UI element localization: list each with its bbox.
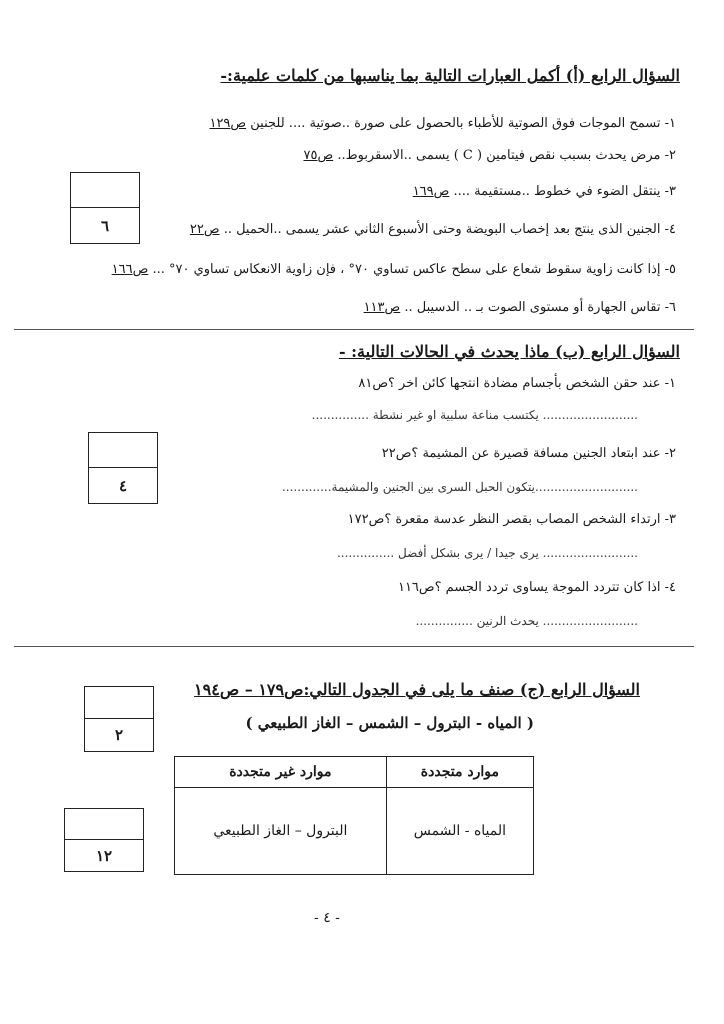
section-a-title: السؤال الرابع (أ) أكمل العبارات التالية بما يناسبها من كلمات علمية:- (220, 66, 680, 85)
total-score-value: ١٢ (95, 846, 113, 865)
page-ref: ص١١٣ (363, 300, 401, 315)
page-ref: ص٧٥ (303, 148, 334, 163)
section-c-score-box (84, 686, 154, 752)
section-b-title: السؤال الرابع (ب) ماذا يحدث في الحالات التالية: - (338, 342, 680, 361)
section-b-question-2: ٢- عند ابتعاد الجنين مسافة قصيرة عن المشيمة ؟ص٢٢ (381, 446, 676, 461)
section-b-question-3: ٣- ارتداء الشخص المصاب بقصر النظر عدسة مقعرة ؟ص١٧٢ (347, 512, 676, 527)
page-ref: ص١٢٩ (209, 116, 247, 131)
section-b-answer-2: ...........................يتكون الحبل السرى بين الجنين والمشيمة............. (281, 480, 638, 494)
section-b-answer-1: ......................... يكتسب مناعة سلبية او غير نشطة ............... (311, 408, 638, 422)
score-value: ٢ (114, 726, 124, 744)
item-text: ١- تسمح الموجات فوق الصوتية للأطباء بالحصول على صورة ..صوتية .... للجنين (250, 116, 676, 131)
item-text: ٥- إذا كانت زاوية سقوط شعاع على سطح عاكس تساوي ٧٠° ، فإن زاوية الانعكاس تساوي ٧٠° ... (152, 262, 676, 277)
section-a-item-1 (209, 116, 676, 131)
page-ref: ص١٦٦ (111, 262, 149, 277)
score-value: ٤ (118, 476, 128, 495)
score-blank (89, 433, 157, 468)
page-ref: ص٢٢ (189, 222, 220, 237)
divider (14, 329, 694, 330)
section-b-answer-3: ......................... يرى جيدا / يرى بشكل أفضل ............... (336, 546, 638, 560)
score-value: ٦ (100, 216, 110, 235)
total-score-box (64, 808, 144, 872)
divider (14, 646, 694, 647)
item-text: ٤- الجنين الذى ينتج بعد إخصاب البويضة وحتى الأسبوع الثاني عشر يسمى ..الحميل .. (223, 222, 676, 237)
item-text: ٢- مرض يحدث بسبب نقص فيتامين ( C ) يسمى ..الاسقربوط.. (337, 148, 676, 163)
table-row (175, 788, 534, 875)
section-b-question-1: ١- عند حقن الشخص بأجسام مضادة انتجها كائن اخر ؟ص٨١ (358, 376, 676, 391)
page-ref: ص١٦٩ (412, 184, 450, 199)
section-a-item-2 (303, 148, 676, 163)
page-number: - ٤ - (314, 910, 340, 926)
resources-table (174, 756, 534, 875)
section-c-words: ( المياه - البترول – الشمس – الغاز الطبيعي ) (245, 714, 534, 732)
section-c-title: السؤال الرابع (ج) صنف ما يلى في الجدول التالي:ص١٧٩ – ص١٩٤ (194, 680, 640, 699)
section-a-item-5 (112, 262, 676, 277)
section-a-item-3 (413, 184, 676, 199)
section-b-score-box (88, 432, 158, 504)
section-b-question-4: ٤- اذا كان تتردد الموجة يساوى تردد الجسم ؟ص١١٦ (397, 580, 676, 595)
table-header-renewable: موارد متجددة (386, 757, 533, 788)
table-header-row (175, 757, 534, 788)
score-blank (71, 173, 139, 208)
section-b-answer-4: ......................... يحدث الرنين ............... (415, 614, 638, 628)
table-header-nonrenewable: موارد غير متجددة (175, 757, 387, 788)
item-text: ٣- ينتقل الضوء في خطوط ..مستقيمة .... (453, 184, 676, 199)
section-a-item-6 (364, 300, 676, 315)
section-a-item-4 (190, 222, 676, 237)
score-blank (65, 809, 143, 840)
table-cell-nonrenewable: البترول – الغاز الطبيعي (175, 788, 387, 875)
item-text: ٦- تقاس الجهارة أو مستوى الصوت بـ .. الدسيبل .. (404, 300, 676, 315)
table-cell-renewable: المياه - الشمس (386, 788, 533, 875)
section-a-score-box (70, 172, 140, 244)
score-blank (85, 687, 153, 719)
